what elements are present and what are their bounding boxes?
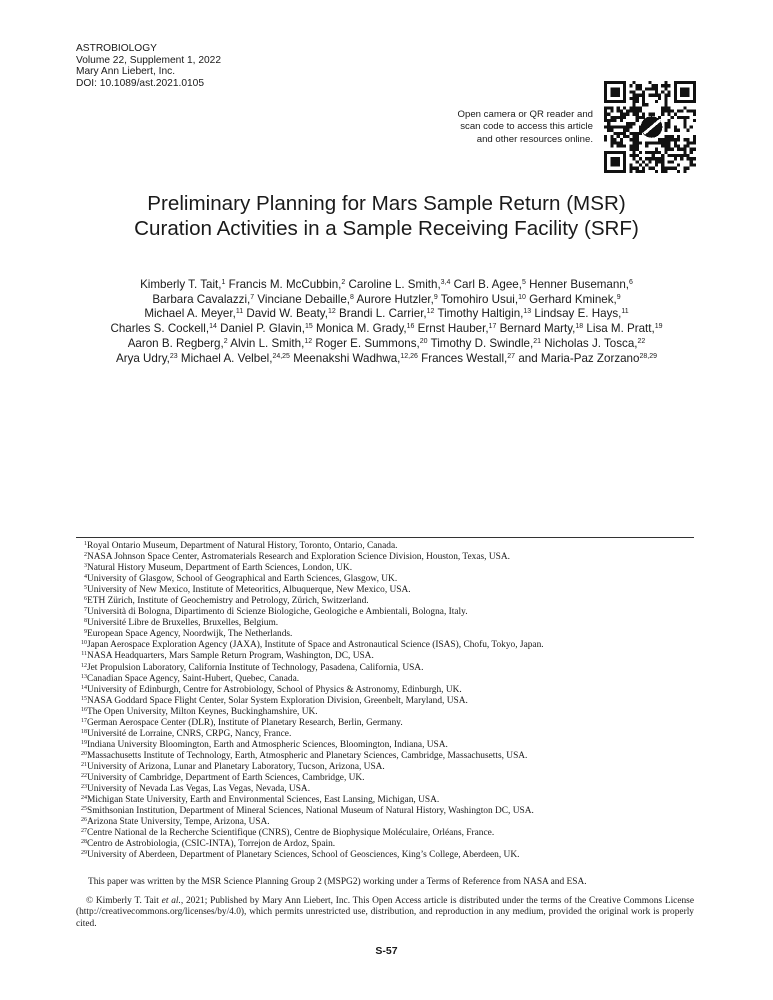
author-name: Aaron B. Regberg, <box>127 336 224 350</box>
footnote: This paper was written by the MSR Science Planning Group 2 (MSPG2) working under a Terms of Reference from NASA and ESA. <box>88 877 587 887</box>
author-affiliation-ref: 19 <box>654 323 663 331</box>
author-name: Francis M. McCubbin, <box>228 278 342 291</box>
affiliation-text: University of Edinburgh, Centre for Astrobiology, School of Physics & Astronomy, Edinburgh, UK. <box>87 684 462 695</box>
author-line <box>30 278 743 293</box>
affiliation-list <box>81 541 544 861</box>
author-affiliation-ref: 27 <box>507 352 516 360</box>
affiliation-item: $^4$University of Glasgow, School of Geographical and Earth Sciences, Glasgow, UK. <box>84 574 398 585</box>
affiliation-item: $^{26}$Arizona State University, Tempe, Arizona, USA. <box>81 817 270 828</box>
author-affiliation-ref: 2 <box>223 337 228 345</box>
author-affiliation-ref: 23 <box>169 352 178 360</box>
author-affiliation-ref: 12 <box>327 308 336 316</box>
affiliation-text: Università di Bologna, Dipartimento di Scienze Biologiche, Geologiche e Ambientali, Bologna, Italy. <box>87 607 468 618</box>
author-list <box>30 278 743 366</box>
affiliation-text: Indiana University Bloomington, Earth and Atmospheric Sciences, Bloomington, Indiana, USA. <box>87 739 448 750</box>
author-name: Arya Udry, <box>115 351 170 365</box>
affiliation-text: University of Arizona, Lunar and Planetary Laboratory, Tucson, Arizona, USA. <box>87 761 385 772</box>
affiliation-text: European Space Agency, Noordwijk, The Netherlands. <box>87 629 293 640</box>
author-line <box>30 322 743 337</box>
affiliation-divider <box>76 537 694 538</box>
affiliation-text: Centro de Astrobiologia, (CSIC-INTA), Torrejon de Ardoz, Spain. <box>87 839 336 850</box>
author-affiliation-ref: 10 <box>518 293 526 301</box>
affiliation-item: $^{11}$NASA Headquarters, Mars Sample Return Program, Washington, DC, USA. <box>81 651 374 662</box>
journal-doi[interactable]: DOI: 10.1089/ast.2021.0105 <box>76 77 205 89</box>
author-line <box>30 307 743 322</box>
author-name: Michael A. Velbel, <box>180 351 273 365</box>
affiliation-text: Université de Lorraine, CNRS, CRPG, Nancy, France. <box>87 728 292 739</box>
author-name: Ernst Hauber, <box>417 322 489 336</box>
affiliation-item: $^{16}$The Open University, Milton Keynes, Buckinghamshire, UK. <box>81 706 318 717</box>
affiliation-text: University of New Mexico, Institute of Meteoritics, Albuquerque, New Mexico, USA. <box>87 585 411 596</box>
affiliation-item: $^8$Université Libre de Bruxelles, Bruxelles, Belgium. <box>84 618 279 629</box>
author-name: Carl B. Agee, <box>453 278 522 291</box>
author-line <box>30 352 743 367</box>
affiliation-item: $^{28}$Centro de Astrobiologia, (CSIC-INTA), Torrejon de Ardoz, Spain. <box>81 839 336 850</box>
affiliation-text: NASA Headquarters, Mars Sample Return Program, Washington, DC, USA. <box>87 651 374 662</box>
affiliation-item: $^{10}$Japan Aerospace Exploration Agency (JAXA), Institute of Space and Astronautical Science (ISAS), Chofu, Tokyo, Japan. <box>81 640 544 651</box>
affiliation-text: Jet Propulsion Laboratory, California Institute of Technology, Pasadena, California, USA. <box>87 662 424 673</box>
author-name: Michael A. Meyer, <box>144 307 236 321</box>
author-line <box>30 293 743 308</box>
affiliation-item: $^7$Università di Bologna, Dipartimento di Scienze Biologiche, Geologiche e Ambientali, Bologna, Italy. <box>84 607 468 618</box>
author-affiliation-ref: 6 <box>629 279 633 286</box>
qr-instructions <box>400 109 593 146</box>
affiliation-item: $^{21}$University of Arizona, Lunar and Planetary Laboratory, Tucson, Arizona, USA. <box>81 761 385 772</box>
journal-volume: Volume 22, Supplement 1, 2022 <box>76 54 221 66</box>
affiliation-text: Royal Ontario Museum, Department of Natural History, Toronto, Ontario, Canada. <box>87 541 398 551</box>
author-name: Lisa M. Pratt, <box>586 322 655 336</box>
author-name: Frances Westall, <box>421 351 508 365</box>
author-affiliation-ref: 1 <box>221 279 226 286</box>
title-line: Curation Activities in a Sample Receiving Facility (SRF) <box>134 217 639 240</box>
affiliation-item: $^1$Royal Ontario Museum, Department of Natural History, Toronto, Ontario, Canada. <box>84 541 398 551</box>
affiliation-text: University of Cambridge, Department of Earth Sciences, Cambridge, UK. <box>87 772 365 783</box>
journal-publisher: Mary Ann Liebert, Inc. <box>76 66 176 78</box>
author-affiliation-ref: 5 <box>521 279 526 286</box>
author-affiliation-ref: 21 <box>533 337 542 345</box>
copyright-notice <box>76 896 694 930</box>
affiliation-item: $^{29}$University of Aberdeen, Department of Planetary Sciences, School of Geosciences, King’s College, Aberdeen, UK. <box>81 850 520 861</box>
author-name: Vinciane Debaille, <box>257 292 351 306</box>
author-name: Lindsay E. Hays, <box>534 307 622 321</box>
affiliation-item: $^{23}$University of Nevada Las Vegas, Las Vegas, Nevada, USA. <box>81 784 311 795</box>
author-affiliation-ref: 3,4 <box>440 279 451 286</box>
qr-note-line: Open camera or QR reader and <box>457 109 593 120</box>
qr-note-line: and other resources online. <box>476 133 593 145</box>
affiliation-item: $^9$European Space Agency, Noordwijk, The Netherlands. <box>84 629 293 640</box>
author-name: Timothy Haltigin, <box>437 307 524 321</box>
author-affiliation-ref: 12 <box>304 337 313 345</box>
affiliation-text: German Aerospace Center (DLR), Institute of Planetary Research, Berlin, Germany. <box>87 717 403 728</box>
affiliation-text: NASA Johnson Space Center, Astromaterials Research and Exploration Science Division, Houston, Texas, USA. <box>87 552 510 563</box>
author-affiliation-ref: 12,26 <box>400 352 418 360</box>
author-name: Barbara Cavalazzi, <box>152 292 251 306</box>
affiliation-item: $^{24}$Michigan State University, Earth and Environmental Sciences, East Lansing, Michigan, USA. <box>81 795 440 806</box>
affiliation-text: University of Nevada Las Vegas, Las Vegas, Nevada, USA. <box>87 784 311 795</box>
affiliation-item: $^6$ETH Zürich, Institute of Geochemistry and Petrology, Zürich, Switzerland. <box>84 596 369 607</box>
affiliation-item: $^{20}$Massachusetts Institute of Technology, Earth, Atmospheric and Planetary Sciences, Cambridge, Massachusetts, USA. <box>81 750 528 761</box>
author-affiliation-ref: 14 <box>209 323 217 331</box>
author-name: Charles S. Cockell, <box>110 322 210 336</box>
affiliation-text: Smithsonian Institution, Department of Mineral Sciences, National Museum of Natural History, Washington DC, USA. <box>87 806 534 817</box>
author-affiliation-ref: 9 <box>433 293 438 301</box>
author-name: Monica M. Grady, <box>315 322 407 336</box>
author-name: Meenakshi Wadhwa, <box>293 351 401 365</box>
author-affiliation-ref: 17 <box>488 323 497 331</box>
affiliation-item: $^5$University of New Mexico, Institute of Meteoritics, Albuquerque, New Mexico, USA. <box>84 585 411 596</box>
qr-note-line: scan code to access this article <box>460 121 593 133</box>
author-affiliation-ref: 20 <box>419 337 428 345</box>
author-name: Aurore Hutzler, <box>356 292 434 306</box>
article-title <box>40 191 733 241</box>
author-name: Gerhard Kminek, <box>529 292 617 306</box>
author-name: Roger E. Summons, <box>315 336 420 350</box>
author-affiliation-ref: 11 <box>621 308 629 316</box>
affiliation-text: University of Aberdeen, Department of Planetary Sciences, School of Geosciences, King’s College, Aberdeen, UK. <box>87 850 520 861</box>
journal-name: ASTROBIOLOGY <box>76 43 157 54</box>
affiliation-item: $^{13}$Canadian Space Agency, Saint-Hubert, Quebec, Canada. <box>81 673 300 684</box>
author-line <box>30 337 743 352</box>
affiliation-text: Japan Aerospace Exploration Agency (JAXA), Institute of Space and Astronautical Science (ISAS), Chofu, Tokyo, Japan. <box>87 640 544 651</box>
affiliation-text: ETH Zürich, Institute of Geochemistry and Petrology, Zürich, Switzerland. <box>87 596 369 607</box>
affiliation-item: $^{14}$University of Edinburgh, Centre for Astrobiology, School of Physics & Astronomy, Edinburgh, UK. <box>81 684 462 695</box>
title-line: Preliminary Planning for Mars Sample Return (MSR) <box>147 192 626 215</box>
author-name: David W. Beaty, <box>246 307 328 321</box>
affiliation-item: $^2$NASA Johnson Space Center, Astromaterials Research and Exploration Science Division, Houston, Texas, USA. <box>84 552 510 563</box>
author-affiliation-ref: 11 <box>235 308 244 316</box>
author-affiliation-ref: 22 <box>637 337 646 345</box>
author-name: Daniel P. Glavin, <box>220 322 305 336</box>
copyright-et-al: et al. <box>161 896 181 906</box>
affiliation-item: $^3$Natural History Museum, Department of Earth Sciences, London, UK. <box>84 563 353 574</box>
author-affiliation-ref: 9 <box>616 293 621 301</box>
author-affiliation-ref: 2 <box>341 279 346 286</box>
author-affiliation-ref: 28,29 <box>639 352 657 360</box>
affiliation-text: Massachusetts Institute of Technology, Earth, Atmospheric and Planetary Sciences, Cambridge, Massachusetts, USA. <box>87 750 528 761</box>
affiliation-item: $^{12}$Jet Propulsion Laboratory, California Institute of Technology, Pasadena, California, USA. <box>81 662 424 673</box>
affiliation-text: University of Glasgow, School of Geographical and Earth Sciences, Glasgow, UK. <box>87 574 398 585</box>
affiliation-text: Centre National de la Recherche Scientifique (CNRS), Centre de Biophysique Moléculaire, Orléans, France. <box>87 828 495 839</box>
affiliation-item: $^{15}$NASA Goddard Space Flight Center, Solar System Exploration Division, Greenbelt, Maryland, USA. <box>81 695 468 706</box>
affiliation-item: $^{19}$Indiana University Bloomington, Earth and Atmospheric Sciences, Bloomington, Indiana, USA. <box>81 739 448 750</box>
author-affiliation-ref: 12 <box>426 308 435 316</box>
author-name: Kimberly T. Tait, <box>140 278 222 291</box>
affiliation-item: $^{27}$Centre National de la Recherche Scientifique (CNRS), Centre de Biophysique Moléculaire, Orléans, France. <box>81 828 495 839</box>
journal-header <box>76 43 221 89</box>
affiliation-item: $^{17}$German Aerospace Center (DLR), Institute of Planetary Research, Berlin, Germany. <box>81 717 403 728</box>
affiliation-text: Natural History Museum, Department of Earth Sciences, London, UK. <box>87 563 353 574</box>
copyright-text: , 2021; Published by Mary Ann Liebert, Inc. This Open Access article is distributed under the terms of the Creative Commons License (http://creativecommons.org/licenses/by/4.0), which permits unrestricted use, distribution, and reproduction in any medium, provided the original work is properly cited. <box>76 896 694 929</box>
author-name: Nicholas J. Tosca, <box>544 336 638 350</box>
affiliation-text: Michigan State University, Earth and Environmental Sciences, East Lansing, Michigan, USA. <box>87 795 440 806</box>
author-name: and Maria-Paz Zorzano <box>518 351 640 365</box>
author-name: Bernard Marty, <box>499 322 576 336</box>
author-name: Tomohiro Usui, <box>440 292 519 306</box>
affiliation-text: The Open University, Milton Keynes, Buckinghamshire, UK. <box>87 706 318 717</box>
author-affiliation-ref: 13 <box>523 308 532 316</box>
affiliation-item: $^{25}$Smithsonian Institution, Department of Mineral Sciences, National Museum of Natural History, Washington DC, USA. <box>81 806 534 817</box>
author-affiliation-ref: 8 <box>350 293 354 301</box>
author-affiliation-ref: 16 <box>406 323 415 331</box>
affiliation-text: Arizona State University, Tempe, Arizona, USA. <box>87 817 270 828</box>
author-name: Henner Busemann, <box>529 278 629 291</box>
author-name: Timothy D. Swindle, <box>430 336 534 350</box>
author-name: Caroline L. Smith, <box>348 278 441 291</box>
qr-code-icon[interactable] <box>604 81 696 173</box>
author-affiliation-ref: 24,25 <box>272 352 290 360</box>
author-affiliation-ref: 18 <box>575 323 584 331</box>
affiliation-item: $^{22}$University of Cambridge, Department of Earth Sciences, Cambridge, UK. <box>81 772 365 783</box>
author-affiliation-ref: 15 <box>304 323 313 331</box>
copyright-text: © Kimberly T. Tait <box>86 896 162 906</box>
author-name: Brandi L. Carrier, <box>339 307 427 321</box>
affiliation-text: Université Libre de Bruxelles, Bruxelles, Belgium. <box>87 618 279 629</box>
author-affiliation-ref: 7 <box>250 293 255 301</box>
affiliation-text: NASA Goddard Space Flight Center, Solar System Exploration Division, Greenbelt, Maryland, USA. <box>87 695 468 706</box>
affiliation-text: Canadian Space Agency, Saint-Hubert, Quebec, Canada. <box>87 673 300 684</box>
author-name: Alvin L. Smith, <box>230 336 305 350</box>
page-number: S-57 <box>375 945 398 957</box>
affiliation-item: $^{18}$Université de Lorraine, CNRS, CRPG, Nancy, France. <box>81 728 292 739</box>
